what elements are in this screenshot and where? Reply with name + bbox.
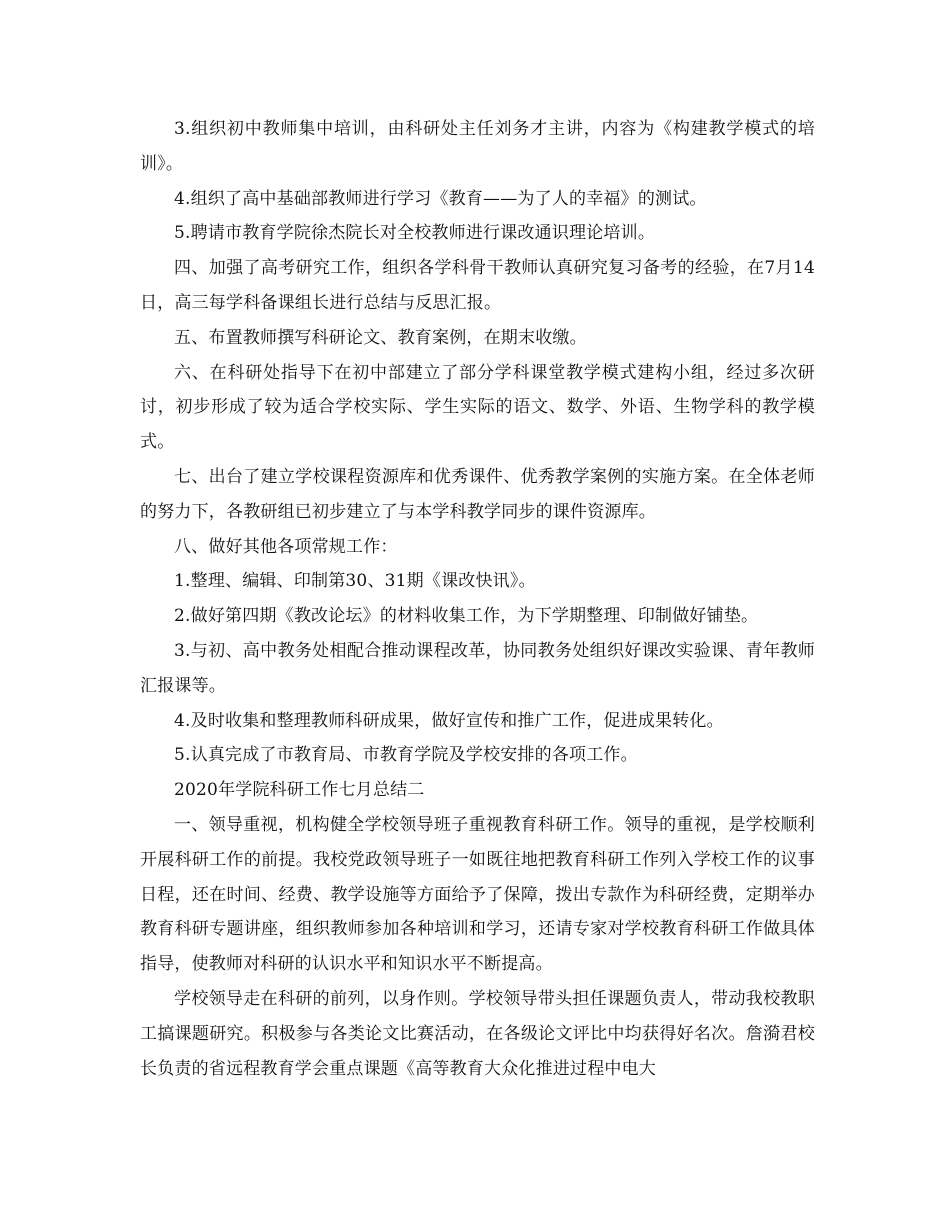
paragraph-section-4: 四、加强了高考研究工作，组织各学科骨干教师认真研究复习备考的经验，在7月14日，高三每学科备课组长进行总结与反思汇报。 (140, 258, 815, 313)
paragraph-leaders-lead-research: 学校领导走在科研的前列，以身作则。学校领导带头担任课题负责人，带动我校教职工搞课题研究。积极参与各类论文比赛活动，在各级论文评比中均获得好名次。詹漪君校长负责的省远程教育学会重点课题《高等教育大众化推进过程中电大 (140, 988, 815, 1079)
paragraph-section-5: 五、布置教师撰写科研论文、教育案例，在期末收缴。 (174, 327, 587, 348)
paragraph-section-8-heading: 八、做好其他各项常规工作： (174, 536, 398, 557)
paragraph-routine-item-5: 5.认真完成了市教育局、市教育学院及学校安排的各项工作。 (174, 745, 638, 766)
paragraph-routine-item-1: 1.整理、编辑、印制第30、31期《课改快讯》。 (174, 571, 536, 592)
paragraph-leadership-attention: 一、领导重视，机构健全学校领导班子重视教育科研工作。领导的重视，是学校顺利开展科研工作的前提。我校党政领导班子一如既往地把教育科研工作列入学校工作的议事日程，还在时间、经费、教学设施等方面给予了保障，拨出专款作为科研经费，定期举办教育科研专题讲座，组织教师参加各种培训和学习，还请专家对学校教育科研工作做具体指导，使教师对科研的认识水平和知识水平不断提高。 (140, 814, 815, 975)
paragraph-routine-item-3: 3.与初、高中教务处相配合推动课程改革，协同教务处组织好课改实验课、青年教师汇报课等。 (140, 640, 815, 696)
paragraph-training-item-5: 5.聘请市教育学院徐杰院长对全校教师进行课改通识理论培训。 (174, 223, 656, 244)
paragraph-section-7: 七、出台了建立学校课程资源库和优秀课件、优秀教学案例的实施方案。在全体老师的努力下，各教研组已初步建立了与本学科教学同步的课件资源库。 (140, 466, 815, 522)
paragraph-routine-item-2: 2.做好第四期《教改论坛》的材料收集工作，为下学期整理、印制做好铺垫。 (174, 606, 759, 627)
section-heading-summary-two: 2020年学院科研工作七月总结二 (174, 780, 425, 801)
document-body (140, 112, 815, 1086)
paragraph-training-item-4: 4.组织了高中基础部教师进行学习《教育——为了人的幸福》的测试。 (174, 188, 707, 209)
paragraph-routine-item-4: 4.及时收集和整理教师科研成果，做好宣传和推广工作，促进成果转化。 (174, 710, 724, 731)
paragraph-training-item-3: 3.组织初中教师集中培训，由科研处主任刘务才主讲，内容为《构建教学模式的培训》。 (140, 119, 815, 174)
paragraph-section-6: 六、在科研处指导下在初中部建立了部分学科课堂教学模式建构小组，经过多次研讨，初步形成了较为适合学校实际、学生实际的语文、数学、外语、生物学科的教学模式。 (140, 362, 815, 453)
